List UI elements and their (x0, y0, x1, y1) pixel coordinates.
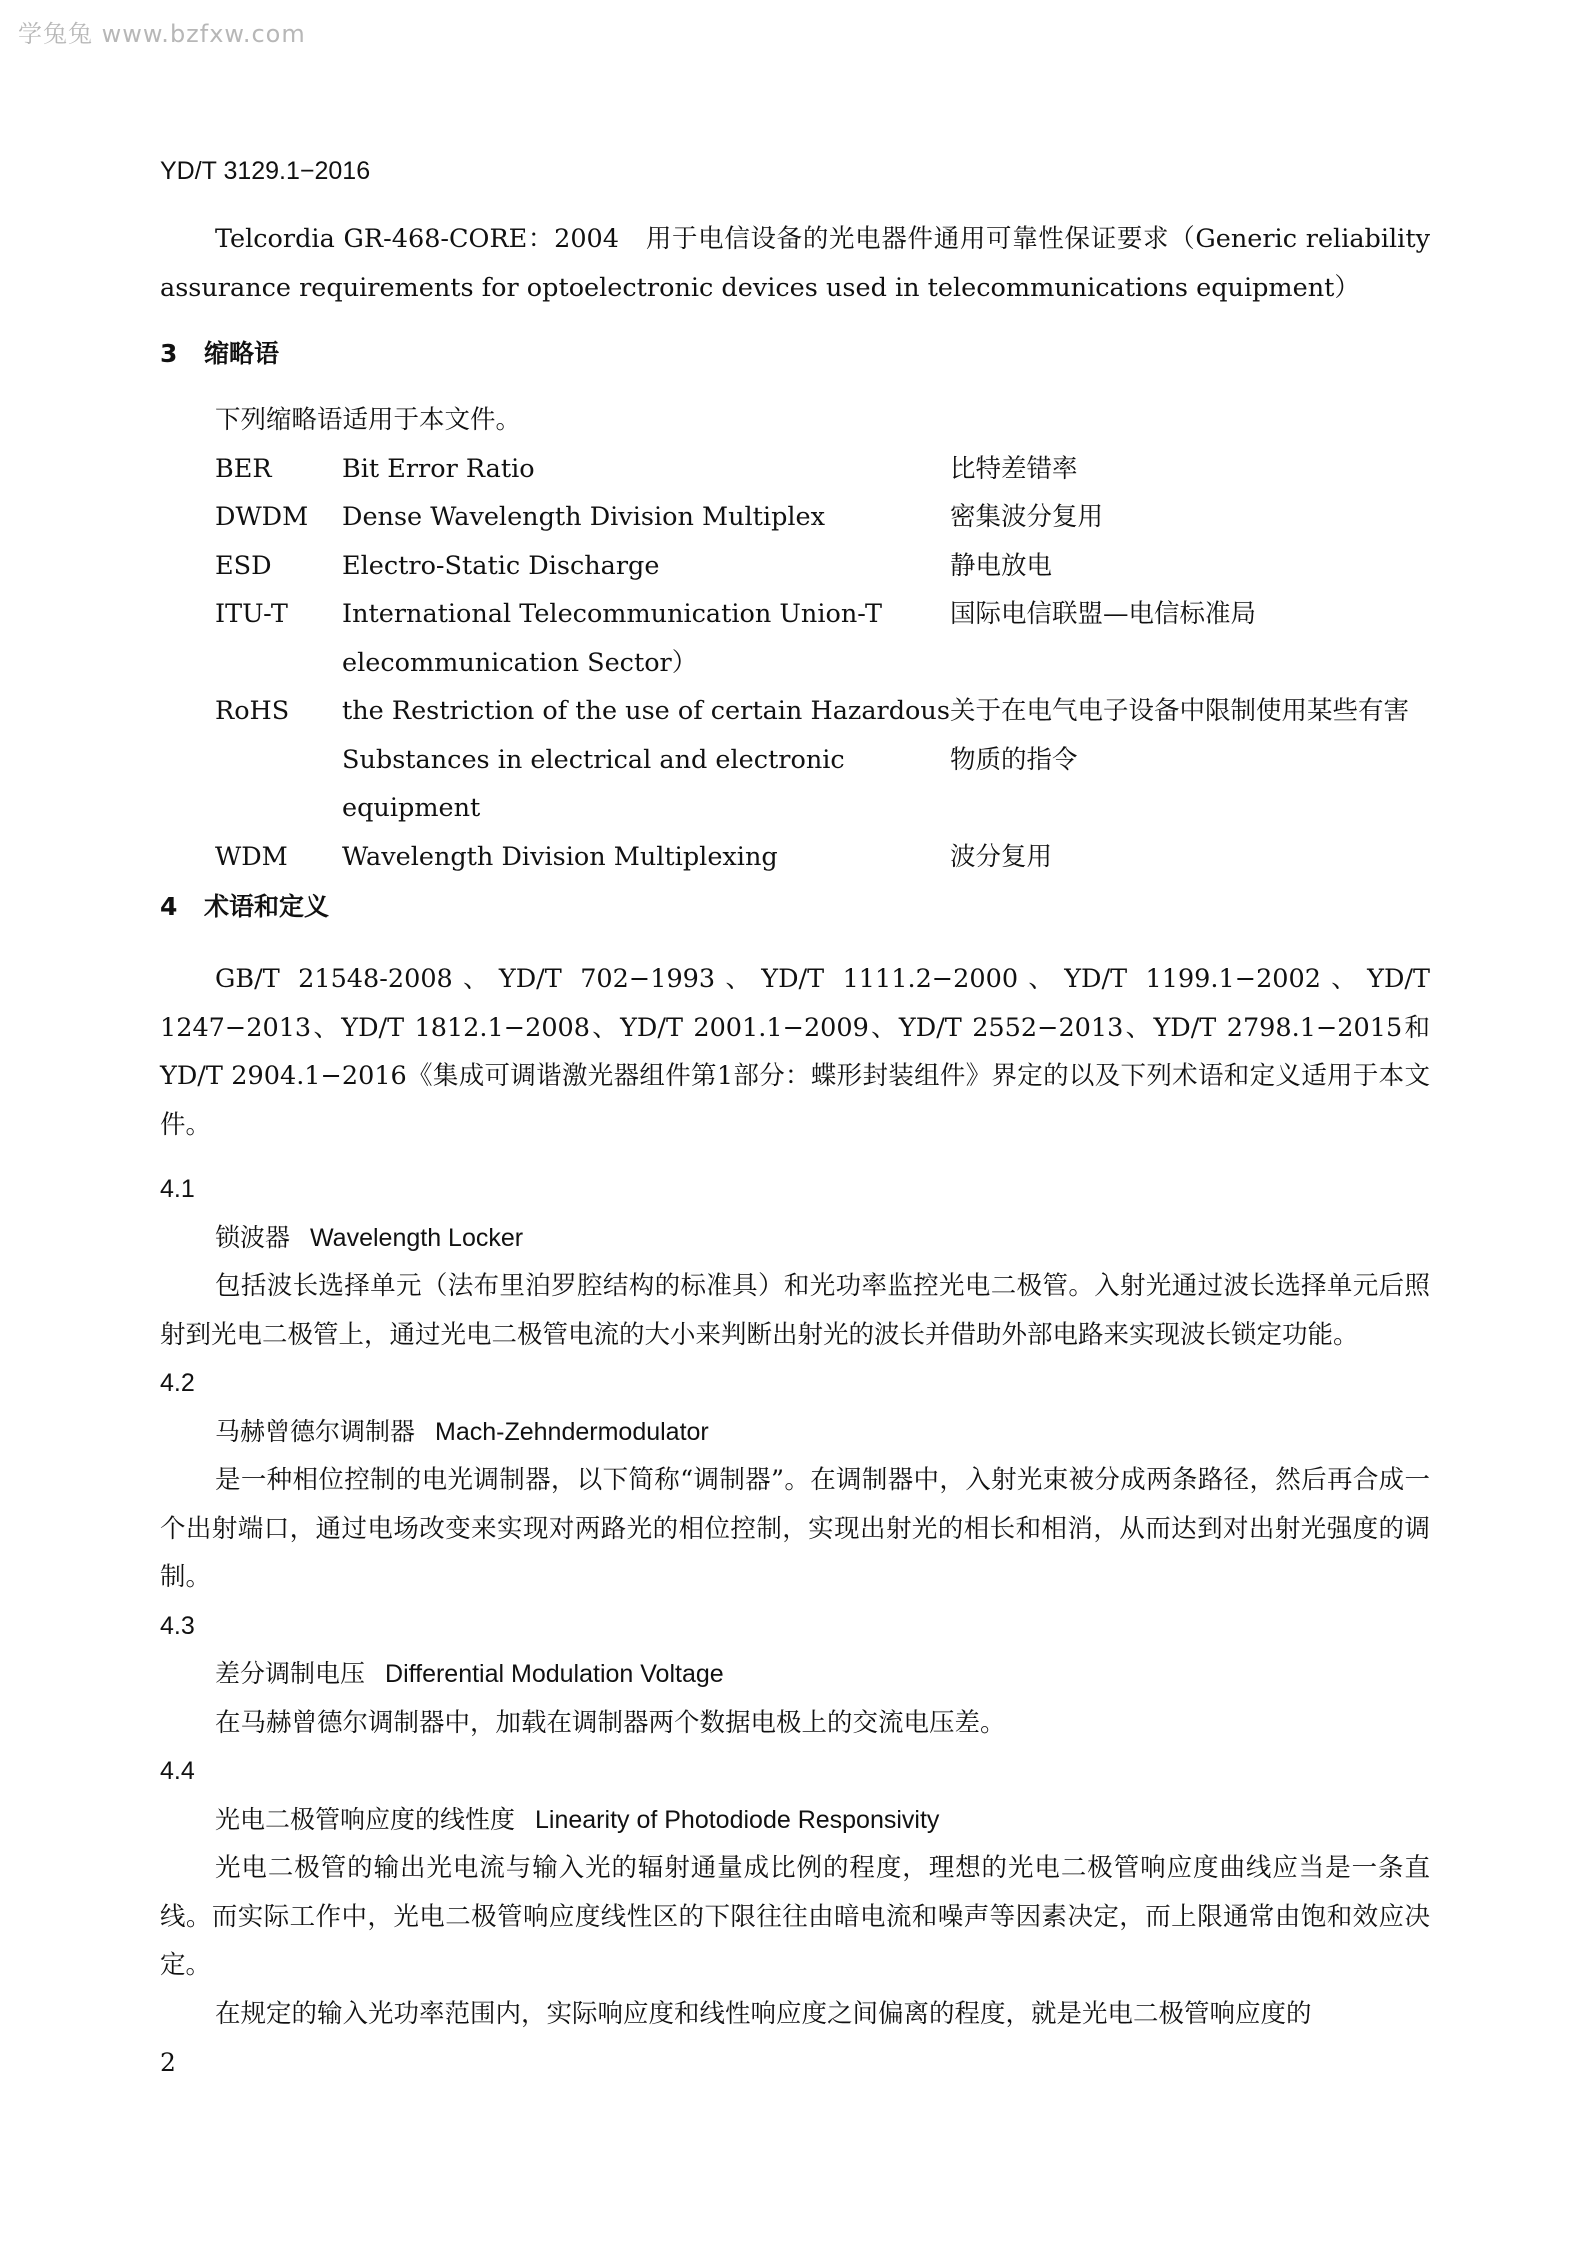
abbreviation-chinese: 波分复用 (950, 841, 1053, 872)
term-title-en: Mach-Zehndermodulator (435, 1417, 709, 1446)
abbreviation-code: WDM (215, 841, 288, 872)
abbreviation-code: RoHS (215, 696, 290, 726)
abbreviation-code: DWDM (215, 502, 309, 532)
section-4-number: 4 (160, 892, 178, 921)
term-title-en: Wavelength Locker (310, 1223, 524, 1252)
reference-paragraph: Telcordia GR-468-CORE：2004 用于电信设备的光电器件通用可靠性保证要求（Generic reliability assurance requirements for optoelectronic devices used in telecommunications equipment） (160, 224, 1430, 303)
term-title-en: Linearity of Photodiode Responsivity (535, 1805, 940, 1834)
abbreviation-code: ESD (215, 550, 272, 581)
term-definition: 在规定的输入光功率范围内，实际响应度和线性响应度之间偏离的程度，就是光电二极管响应度的 (215, 1998, 1312, 2029)
abbreviation-chinese: 密集波分复用 (950, 502, 1104, 532)
section-3-intro: 下列缩略语适用于本文件。 (215, 405, 522, 435)
term-title (215, 1650, 1430, 1699)
term-number: 4.1 (160, 1175, 195, 1203)
section-4-heading (160, 881, 1430, 933)
abbreviation-english: the Restriction of the use of certain Hazardous Substances in electrical and electronic equipment (342, 696, 950, 823)
abbreviation-row (215, 445, 1430, 494)
term-title-zh: 锁波器 (215, 1222, 291, 1252)
term-title-zh: 马赫曾德尔调制器 (215, 1416, 416, 1446)
abbreviation-english: Bit Error Ratio (342, 453, 535, 484)
abbreviation-english: Electro-Static Discharge (342, 550, 660, 581)
term-title (215, 1214, 1430, 1263)
abbreviation-row (215, 493, 1430, 542)
abbreviation-english: Wavelength Division Multiplexing (342, 841, 778, 872)
abbreviation-code: BER (215, 453, 272, 484)
document-code: YD/T 3129.1−2016 (160, 157, 371, 185)
abbreviation-table (215, 445, 1430, 882)
term-title (215, 1796, 1430, 1845)
term-entry (160, 1359, 1430, 1602)
term-number: 4.4 (160, 1757, 195, 1785)
term-definition: 在马赫曾德尔调制器中，加载在调制器两个数据电极上的交流电压差。 (215, 1707, 1006, 1738)
term-entry (160, 1602, 1430, 1748)
term-title-zh: 差分调制电压 (215, 1659, 366, 1688)
abbreviation-english: International Telecommunication Union-T elecommunication Sector） (342, 599, 882, 678)
abbreviation-row (215, 687, 1430, 833)
term-title (215, 1408, 1430, 1457)
term-number: 4.2 (160, 1369, 195, 1397)
term-definition: 包括波长选择单元（法布里泊罗腔结构的标准具）和光功率监控光电二极管。入射光通过波长选择单元后照射到光电二极管上，通过光电二极管电流的大小来判断出射光的波长并借助外部电路来实现波长锁定功能。 (160, 1271, 1430, 1350)
page-content (160, 215, 1430, 2038)
abbreviation-chinese: 静电放电 (950, 550, 1053, 581)
term-title-zh: 光电二极管响应度的线性度 (215, 1804, 516, 1834)
section-3-heading (160, 328, 1430, 380)
abbreviation-chinese: 关于在电气电子设备中限制使用某些有害物质的指令 (950, 696, 1410, 775)
abbreviation-row (215, 590, 1430, 687)
page-number: 2 (160, 2048, 176, 2077)
section-4-intro: GB/T 21548-2008、YD/T 702−1993、YD/T 1111.2−2000、YD/T 1199.1−2002、YD/T 1247−2013、YD/T 1812.1−2008、YD/T 2001.1−2009、YD/T 2552−2013、YD/T 2798.1−2015和YD/T 2904.1−2016《集成可调谐激光器组件第1部分：蝶形封装组件》界定的以及下列术语和定义适用于本文件。 (160, 964, 1430, 1140)
section-3-number: 3 (160, 339, 178, 368)
term-definition: 是一种相位控制的电光调制器，以下简称“调制器”。在调制器中，入射光束被分成两条路径，然后再合成一个出射端口，通过电场改变来实现对两路光的相位控制，实现出射光的相长和相消，从而达到对出射光强度的调制。 (160, 1465, 1430, 1592)
term-number: 4.3 (160, 1611, 195, 1640)
abbreviation-chinese: 国际电信联盟—电信标准局 (950, 599, 1257, 629)
term-entry (160, 1165, 1430, 1359)
abbreviation-row (215, 833, 1430, 882)
section-4-title: 术语和定义 (204, 892, 330, 921)
term-entry (160, 1747, 1430, 2038)
term-title-en: Differential Modulation Voltage (385, 1660, 724, 1688)
abbreviation-code: ITU-T (215, 599, 288, 629)
section-3-title: 缩略语 (204, 339, 280, 368)
abbreviation-row (215, 542, 1430, 591)
term-definition: 光电二极管的输出光电流与输入光的辐射通量成比例的程度，理想的光电二极管响应度曲线应当是一条直线。而实际工作中，光电二极管响应度线性区的下限往往由暗电流和噪声等因素决定，而上限通常由饱和效应决定。 (160, 1853, 1430, 1980)
watermark-text: 学兔兔 www.bzfxw.com (18, 20, 306, 48)
abbreviation-chinese: 比特差错率 (950, 453, 1078, 484)
abbreviation-english: Dense Wavelength Division Multiplex (342, 502, 826, 532)
